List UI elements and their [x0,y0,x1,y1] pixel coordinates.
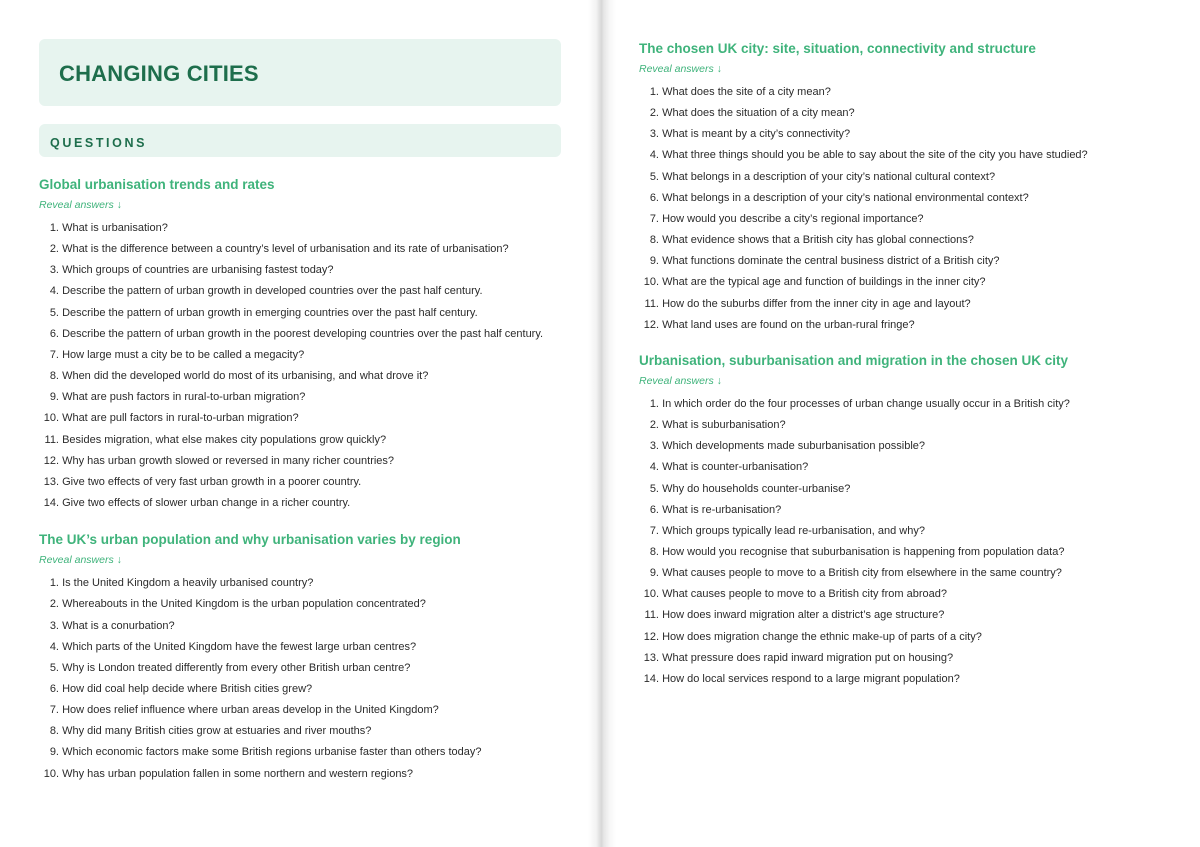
question-item [639,457,1170,478]
question-number: 6. [649,503,659,516]
question-text: What are the typical age and function of buildings in the inner city? [662,276,986,289]
question-text: Why has urban population fallen in some northern and western regions? [62,767,414,780]
question-text: What is suburbanisation? [662,419,786,432]
question-number: 2. [649,107,659,120]
question-text: What belongs in a description of your city’s national cultural context? [662,170,996,183]
question-text: Which economic factors make some British regions urbanise faster than others today? [62,746,482,759]
question-text: In which order do the four processes of urban change usually occur in a British city? [662,397,1070,410]
question-number: 6. [49,682,59,695]
question-number: 8. [49,725,59,738]
question-text: Describe the pattern of urban growth in developed countries over the past half century. [62,285,483,298]
question-text: How do the suburbs differ from the inner city in age and layout? [662,297,971,310]
question-text: Is the United Kingdom a heavily urbanised country? [62,577,314,590]
question-number: 13. [643,651,659,664]
question-text: How does migration change the ethnic make-up of parts of a city? [662,630,982,643]
question-number: 2. [49,598,59,611]
question-item [639,315,1170,336]
question-item [39,303,561,324]
question-item [639,294,1170,315]
question-number: 4. [49,285,59,298]
question-number: 6. [49,327,59,340]
question-item [39,594,561,615]
question-text: Give two effects of slower urban change in a richer country. [62,497,351,510]
question-number: 2. [49,243,59,256]
question-item [639,188,1170,209]
question-item [39,721,561,742]
question-number: 10. [43,767,59,780]
question-item [639,479,1170,500]
question-item [39,700,561,721]
section-global-urbanisation [39,176,561,514]
question-number: 7. [49,348,59,361]
question-number: 5. [49,661,59,674]
question-item [639,648,1170,669]
section-uk-urban-population [39,531,561,785]
question-item [39,637,561,658]
question-number: 1. [649,86,659,98]
question-text: What land uses are found on the urban-rural fringe? [662,318,915,331]
reveal-answers-link[interactable]: Reveal answers ↓ [39,554,122,567]
question-item [639,521,1170,542]
question-item [39,616,561,637]
title-banner [39,39,561,106]
question-text: What are push factors in rural-to-urban migration? [62,391,306,404]
page-title: CHANGING CITIES [59,61,259,86]
question-text: Describe the pattern of urban growth in emerging countries over the past half century. [62,306,478,319]
question-item [639,394,1170,415]
question-number: 11. [644,297,659,310]
question-number: 9. [49,746,59,759]
question-text: Describe the pattern of urban growth in the poorest developing countries over the past half century. [62,327,544,340]
question-text: What evidence shows that a British city has global connections? [662,234,974,247]
question-text: Which groups typically lead re-urbanisation, and why? [662,524,925,537]
question-text: What causes people to move to a British city from elsewhere in the same country? [662,567,1062,580]
question-text: Which groups of countries are urbanising fastest today? [62,264,334,277]
question-number: 7. [49,704,59,717]
question-item [639,209,1170,230]
question-item [39,387,561,408]
question-number: 3. [49,264,59,277]
question-text: Which parts of the United Kingdom have the fewest large urban centres? [62,640,417,653]
question-text: What is re-urbanisation? [662,503,782,516]
question-number: 4. [49,640,59,653]
question-number: 9. [649,567,659,580]
question-number: 4. [649,461,659,474]
question-text: What causes people to move to a British city from abroad? [662,588,947,601]
question-item [39,260,561,281]
question-text: Whereabouts in the United Kingdom is the urban population concentrated? [62,598,426,611]
question-text: Give two effects of very fast urban growth in a poorer country. [62,475,362,488]
question-list [39,573,561,785]
question-text: What three things should you be able to say about the site of the city you have studied? [662,149,1088,162]
question-item [639,124,1170,145]
question-number: 8. [49,370,59,383]
question-item [39,345,561,366]
section-heading: Urbanisation, suburbanisation and migration in the chosen UK city [639,352,1069,368]
questions-banner [39,124,561,157]
right-page [600,0,1200,847]
question-item [639,584,1170,605]
question-number: 7. [649,212,659,225]
question-text: Besides migration, what else makes city populations grow quickly? [62,433,387,446]
question-item [39,324,561,345]
question-number: 5. [649,170,659,183]
question-item [639,669,1170,690]
question-item [39,764,561,785]
question-item [639,415,1170,436]
question-item [639,563,1170,584]
question-number: 3. [49,619,59,632]
question-number: 5. [49,306,59,319]
question-text: What is the difference between a country’s level of urbanisation and its rate of urbanisation? [62,243,509,256]
question-list [639,394,1170,690]
question-number: 14. [43,497,59,510]
question-item [39,742,561,763]
question-number: 6. [649,191,659,204]
question-item [39,408,561,429]
question-text: Why do households counter-urbanise? [662,482,851,495]
section-chosen-city-structure [639,40,1170,336]
question-number: 3. [649,128,659,141]
question-item [39,573,561,594]
question-text: How would you recognise that suburbanisation is happening from population data? [662,545,1065,558]
question-text: What pressure does rapid inward migration put on housing? [662,651,954,664]
reveal-answers-link[interactable]: Reveal answers ↓ [639,63,722,75]
question-number: 5. [649,482,659,495]
question-item [39,239,561,260]
question-item [39,430,561,451]
question-text: What is urbanisation? [62,222,168,234]
question-text: How does inward migration alter a district’s age structure? [662,609,945,622]
question-item [639,103,1170,124]
question-number: 2. [649,419,659,432]
reveal-answers-link[interactable]: Reveal answers ↓ [39,199,122,211]
questions-label: QUESTIONS [50,136,148,150]
question-number: 10. [643,276,659,289]
question-text: Why did many British cities grow at estuaries and river mouths? [62,725,372,738]
question-text: How does relief influence where urban areas develop in the United Kingdom? [62,704,439,717]
question-text: What are pull factors in rural-to-urban migration? [62,412,299,425]
question-number: 4. [649,149,659,162]
question-text: When did the developed world do most of its urbanising, and what drove it? [62,370,429,383]
question-number: 8. [649,234,659,247]
question-item [639,436,1170,457]
question-text: How did coal help decide where British cities grew? [62,682,313,695]
question-text: Why has urban growth slowed or reversed in many richer countries? [62,454,395,467]
question-text: How large must a city be to be called a megacity? [62,348,305,361]
question-item [39,218,561,239]
question-text: How do local services respond to a large migrant population? [662,672,960,685]
question-number: 3. [649,440,659,453]
question-item [639,167,1170,188]
question-item [639,145,1170,166]
question-text: What is counter-urbanisation? [662,461,809,474]
question-number: 7. [649,524,659,537]
question-text: Why is London treated differently from every other British urban centre? [62,661,411,674]
question-number: 12. [43,454,59,467]
question-item [639,500,1170,521]
section-heading: The UK’s urban population and why urbanisation varies by region [39,532,461,548]
question-number: 13. [43,475,59,488]
question-item [639,251,1170,272]
question-item [639,605,1170,626]
question-number: 10. [643,588,659,601]
question-item [39,679,561,700]
question-text: What does the site of a city mean? [662,86,831,98]
question-text: What is a conurbation? [62,619,175,632]
question-item [39,451,561,472]
question-number: 14. [643,672,659,685]
question-number: 12. [643,318,659,331]
question-number: 9. [649,255,659,268]
question-text: What is meant by a city’s connectivity? [662,128,851,141]
question-item [639,230,1170,251]
section-heading: Global urbanisation trends and rates [39,177,275,192]
question-item [39,281,561,302]
question-number: 12. [643,630,659,643]
question-text: How would you describe a city’s regional importance? [662,212,924,225]
question-text: What functions dominate the central business district of a British city? [662,255,1000,268]
question-number: 10. [43,412,59,425]
reveal-answers-link[interactable]: Reveal answers ↓ [639,374,722,387]
question-number: 1. [49,222,59,234]
question-item [639,82,1170,103]
question-item [639,627,1170,648]
question-text: Which developments made suburbanisation possible? [662,440,925,453]
question-item [39,493,561,514]
question-text: What belongs in a description of your city’s national environmental context? [662,191,1029,204]
question-number: 9. [49,391,59,404]
section-chosen-city-migration [639,352,1170,690]
question-item [39,472,561,493]
question-item [39,366,561,387]
question-list [639,82,1170,336]
question-number: 11. [644,609,659,622]
question-text: What does the situation of a city mean? [662,107,855,120]
question-number: 8. [649,545,659,558]
question-number: 1. [49,577,59,590]
question-item [639,542,1170,563]
question-number: 11. [44,433,59,446]
question-item [39,658,561,679]
section-heading: The chosen UK city: site, situation, connectivity and structure [639,41,1036,56]
question-list [39,218,561,514]
question-item [639,272,1170,293]
question-number: 1. [649,397,659,410]
